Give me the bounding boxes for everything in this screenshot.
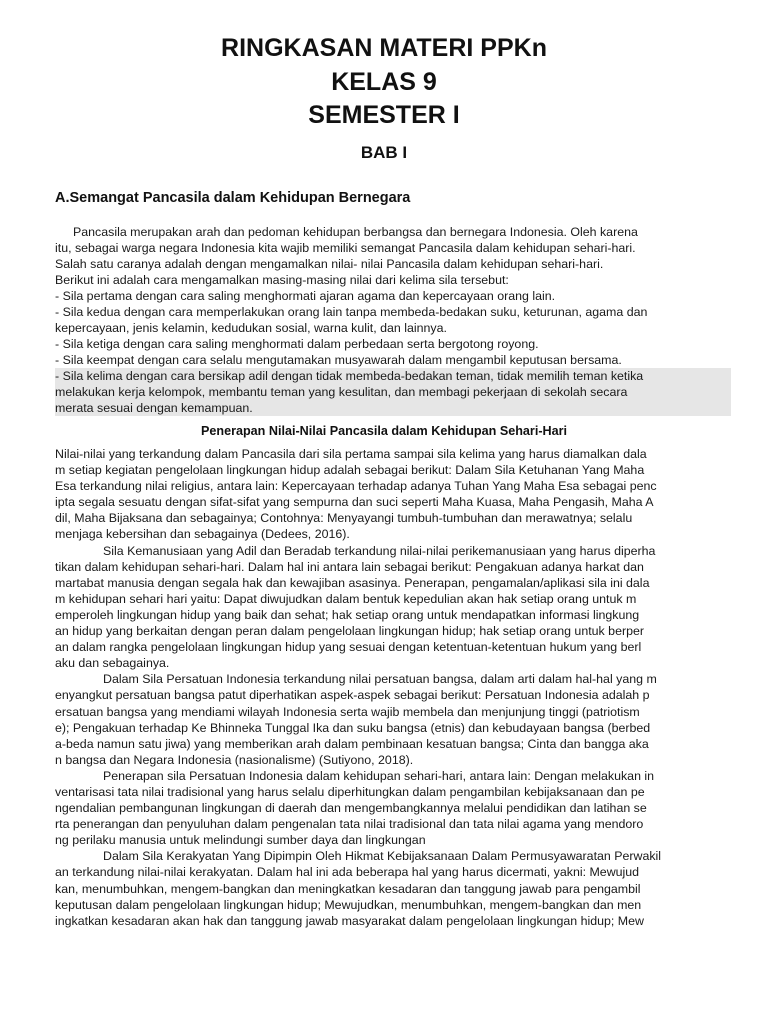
- chapter-title: BAB I: [360, 143, 408, 162]
- body-line: dil, Maha Bijaksana dan sebagainya; Contohnya: Menyayangi tumbuh-tumbuhan dan merawatnya; selalu: [55, 511, 633, 526]
- list-item: - Sila kedua dengan cara memperlakukan orang lain tanpa membeda-bedakan suku, keturunan, agama dan: [55, 305, 648, 319]
- body-line: ersatuan bangsa yang mendiami wilayah Indonesia serta wajib membela dan menjunjung tinggi (patriotism: [55, 704, 640, 719]
- body-line: aku dan sebagainya.: [55, 656, 170, 671]
- body-line: kan, menumbuhkan, mengem-bangkan dan meningkatkan kesadaran dan tanggung jawab para pengambil: [55, 881, 641, 896]
- body-line: ng perilaku manusia untuk melindungi sumber daya dan lingkungan: [55, 833, 426, 848]
- body-line: Berikut ini adalah cara mengamalkan masing-masing nilai dari kelima sila tersebut:: [55, 273, 509, 287]
- list-item: melakukan kerja kelompok, membantu teman yang kesulitan, dan membagi pekerjaan di sekolah secara: [55, 385, 628, 399]
- body-line: m setiap kegiatan pengelolaan lingkungan hidup adalah sebagai berikut: Dalam Sila Ketuhanan Yang Maha: [55, 463, 645, 478]
- body-line: ingkatkan kesadaran akan hak dan tanggung jawab masyarakat dalam pengelolaan lingkungan hidup; Mew: [55, 913, 644, 928]
- section-heading: A.Semangat Pancasila dalam Kehidupan Bernegara: [55, 190, 411, 206]
- body-line: Nilai-nilai yang terkandung dalam Pancasila dari sila pertama sampai sila kelima yang harus diamalkan dala: [55, 447, 647, 461]
- section-body: [55, 224, 731, 416]
- body-line: Dalam Sila Kerakyatan Yang Dipimpin Oleh Hikmat Kebijaksanaan Dalam Permusyawaratan Perwakil: [103, 849, 662, 864]
- body-line: menjaga kebersihan dan sebagainya (Dedees, 2016).: [55, 527, 350, 542]
- body-line: Penerapan sila Persatuan Indonesia dalam kehidupan sehari-hari, antara lain: Dengan melakukan in: [103, 768, 655, 783]
- body-line: Esa terkandung nilai religius, antara lain: Kepercayaan terhadap adanya Tuhan Yang Maha Esa sebagai penc: [55, 479, 657, 494]
- highlighted-list-item: [55, 368, 731, 416]
- body-line: n bangsa dan Negara Indonesia (nasionalisme) (Sutiyono, 2018).: [55, 752, 414, 767]
- body-line: e); Pengakuan terhadap Ke Bhinneka Tunggal Ika dan suku bangsa (etnis) dan kebudayaan bangsa (berbed: [55, 720, 651, 735]
- body-line: Pancasila merupakan arah dan pedoman kehidupan berbangsa dan bernegara Indonesia. Oleh karena: [73, 225, 638, 239]
- body-line: enyangkut persatuan bangsa patut diperhatikan aspek-aspek sebagai berikut: Persatuan Indonesia adalah p: [55, 688, 650, 703]
- subsection-body: [55, 446, 731, 929]
- body-line: a-beda namun satu jiwa) yang memberikan arah dalam pembinaan kesatuan bangsa; Cinta dan bangga aka: [55, 736, 649, 751]
- body-line: martabat manusia dengan segala hak dan kewajiban asasinya. Penerapan, pengamalan/aplikasi sila ini dala: [55, 575, 650, 590]
- body-line: Dalam Sila Persatuan Indonesia terkandung nilai persatuan bangsa, dalam arti dalam hal-hal yang m: [103, 672, 657, 687]
- body-line: keputusan dalam pengelolaan lingkungan hidup; Mewujudkan, menumbuhkan, mengem-bangkan dan men: [55, 897, 642, 912]
- body-line: ventarisasi tata nilai tradisional yang harus selalu diperhitungkan dalam pengambilan kebijaksanaan dan pe: [55, 784, 645, 799]
- body-line: m kehidupan sehari hari yaitu: Dapat diwujudkan dalam bentuk kepedulian akan hak setiap orang untuk m: [55, 591, 637, 606]
- list-item: - Sila ketiga dengan cara saling menghormati dalam perbedaan serta bergotong royong.: [55, 337, 539, 351]
- body-line: Sila Kemanusiaan yang Adil dan Beradab terkandung nilai-nilai perikemanusiaan yang harus diperha: [103, 543, 656, 558]
- list-item: kepercayaan, jenis kelamin, kedudukan sosial, warna kulit, dan lainnya.: [55, 321, 447, 335]
- list-item: merata sesuai dengan kemampuan.: [55, 401, 253, 415]
- document-title: RINGKASAN MATERI PPKn: [221, 34, 547, 62]
- list-item: - Sila keempat dengan cara selalu mengutamakan musyawarah dalam mengambil keputusan bersama.: [55, 353, 622, 367]
- body-line: itu, sebagai warga negara Indonesia kita wajib memiliki semangat Pancasila dalam kehidupan sehari-hari.: [55, 241, 636, 255]
- class-title: KELAS 9: [331, 68, 437, 96]
- semester-title: SEMESTER I: [308, 101, 460, 129]
- body-line: tikan dalam kehidupan sehari-hari. Dalam hal ini antara lain sebagai berikut: Pengakuan adanya harkat dan: [55, 559, 644, 574]
- body-line: rta penerangan dan penyuluhan dalam pengenalan tata nilai tradisional dan tata nilai agama yang mendoro: [55, 817, 644, 832]
- body-line: emperoleh lingkungan hidup yang baik dan sehat; hak setiap orang untuk mendapatkan informasi lingkung: [55, 607, 640, 622]
- subsection-heading: Penerapan Nilai-Nilai Pancasila dalam Kehidupan Sehari-Hari: [200, 424, 568, 438]
- body-line: Salah satu caranya adalah dengan mengamalkan nilai- nilai Pancasila dalam kehidupan sehari-hari.: [55, 257, 604, 271]
- body-line: an hidup yang berkaitan dengan peran dalam pengelolaan lingkungan hidup; hak setiap orang untuk berper: [55, 624, 645, 639]
- body-line: ngendalian pembangunan lingkungan di daerah dan mengembangkannya melalui pendidikan dan latihan se: [55, 801, 647, 816]
- body-line: ipta segala sesuatu dengan sifat-sifat yang sempurna dan suci seperti Maha Kuasa, Maha Pengasih, Maha A: [55, 495, 654, 510]
- body-line: an terkandung nilai-nilai kerakyatan. Dalam hal ini ada beberapa hal yang harus dicermati, yakni: Mewujud: [55, 865, 640, 880]
- list-item: - Sila pertama dengan cara saling menghormati ajaran agama dan kepercayaan orang lain.: [55, 289, 556, 303]
- list-item: - Sila kelima dengan cara bersikap adil dengan tidak membeda-bedakan teman, tidak memilih teman ketika: [55, 369, 644, 383]
- body-line: an dalam rangka pengelolaan lingkungan hidup yang sesuai dengan ketentuan-ketentuan hukum yang berl: [55, 640, 642, 655]
